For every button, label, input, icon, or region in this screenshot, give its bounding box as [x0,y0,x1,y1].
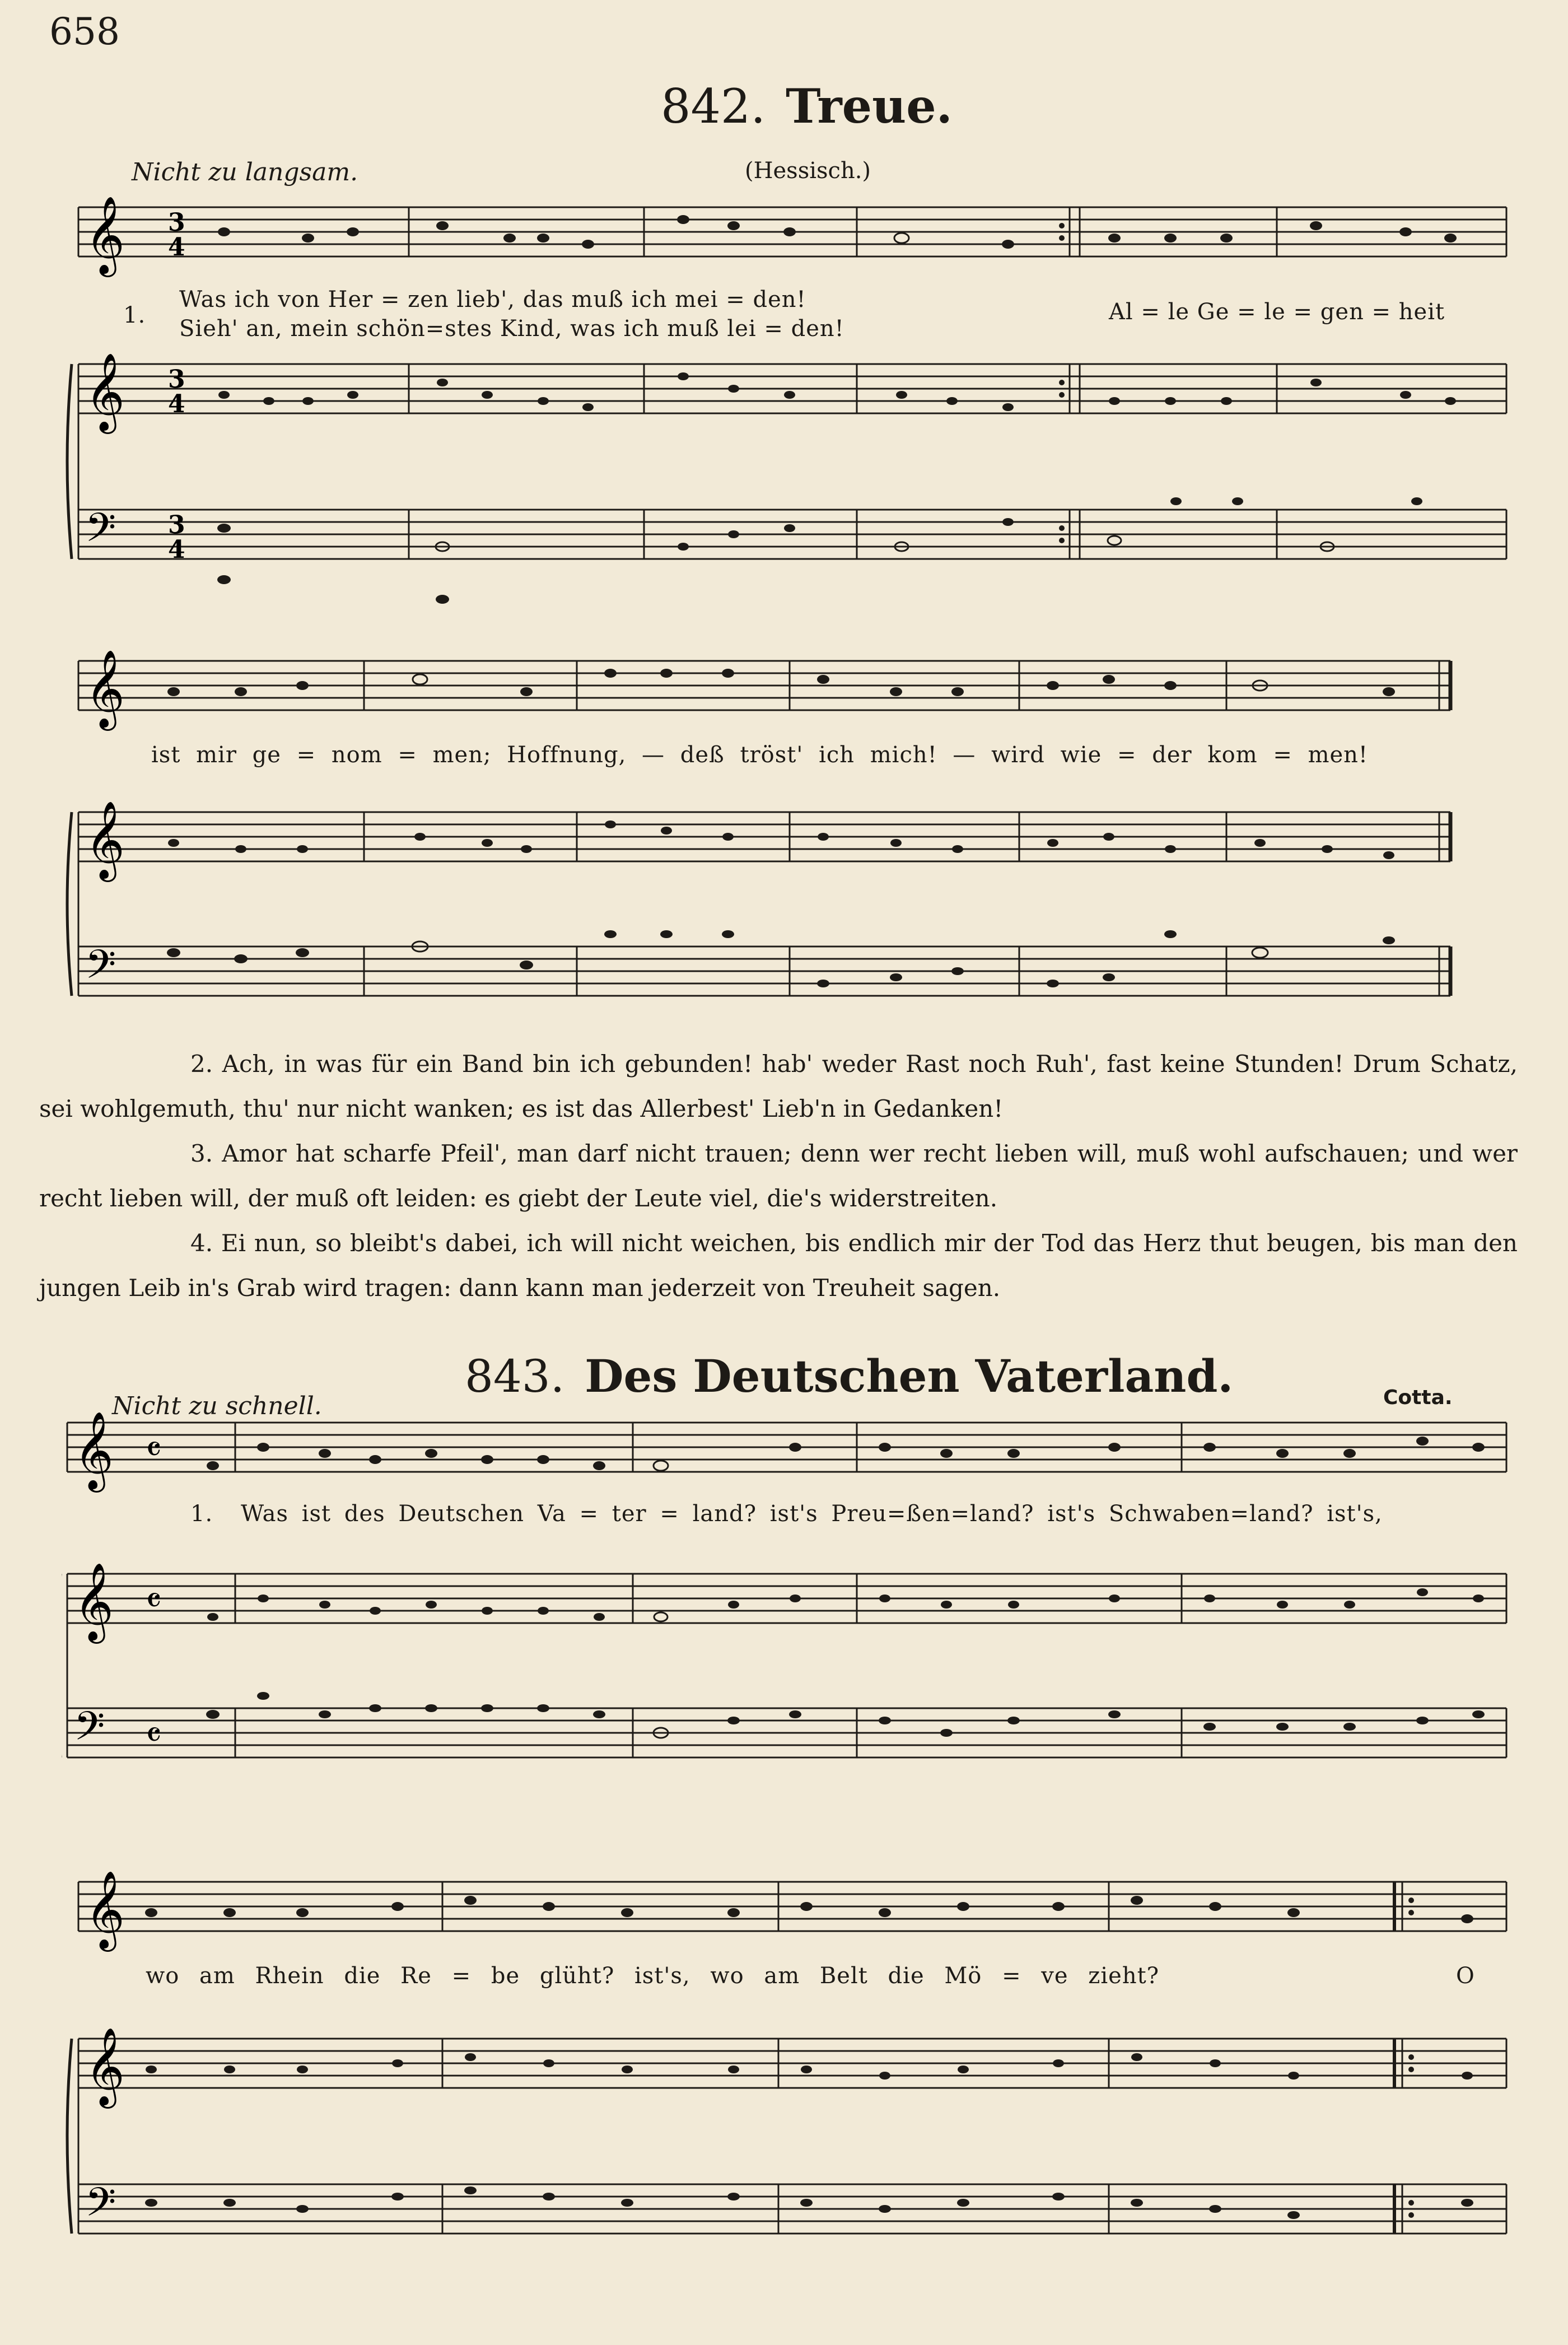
song-843-composer: Cotta. [1383,1386,1453,1409]
piano-treble-notes [218,372,1456,411]
song-842-lyrics-2: ist mir ge = nom = men; Hoffnung, — deß tröst' ich mich! — wird wie = der kom = men! [151,742,1369,768]
treble-clef-piano-2: 𝄞 [85,801,125,879]
song-842-lyrics-1a: Was ich von Her = zen lieb', das muß ich mei = den! [179,287,806,313]
song-842-verse-2: 2. Ach, in was für ein Band bin ich gebunden! hab' weder Rast noch Ruh', fast keine Stunden! Drum Schatz, sei wohlgemuth, thu' nur nicht wanken; es ist das Allerbest' Lieb'n in Gedanken! [39,1050,1518,1122]
treble-clef-piano: 𝄞 [85,353,125,431]
time-den-bass: 4 [168,535,185,564]
song-843-tempo: Nicht zu schnell. [112,1392,322,1420]
piano-bass-notes [217,497,1422,604]
song-842-name: Treue. [786,78,953,134]
treble-clef-piano-843-2: 𝄞 [85,2027,125,2105]
time-den-piano: 4 [168,390,185,418]
song-842-lyrics-1b: Sieh' an, mein schön=stes Kind, was ich muß lei = den! [179,316,844,342]
song-842-system-1 [62,190,1512,605]
bass-clef-piano: 𝄢 [85,505,116,561]
song-843-system-2 [62,1865,1512,2268]
song-843-system-1 [62,1406,1512,1809]
treble-clef-piano-843: 𝄞 [74,1563,114,1640]
common-time-voice: 𝄴 [146,1429,162,1471]
time-den-voice: 4 [168,233,185,262]
time-num-piano: 3 [168,365,185,394]
song-843-title [465,1350,1233,1402]
song-843-lyrics-1: Was ist des Deutschen Va = ter = land? ist's Preu=ßen=land? ist's Schwaben=land? ist's, [241,1501,1383,1527]
bass-clef-piano-2: 𝄢 [85,941,116,997]
treble-clef-voice: 𝄞 [85,196,125,274]
song-842-system-2 [62,644,1512,1047]
song-843-system-2-score [62,1865,1512,2268]
bass-clef-piano-843-2: 𝄢 [85,2179,116,2235]
bass-clef-piano-843: 𝄢 [74,1703,105,1759]
song-842-tempo: Nicht zu langsam. [132,158,358,187]
page-number: 658 [49,10,120,53]
song-842-verse-3: 3. Amor hat scharfe Pfeil', man darf nicht trauen; denn wer recht lieben will, muß wohl aufschauen; und wer recht lieben will, der muß oft leiden: es giebt der Leute viel, die's widerstreiten. [39,1140,1518,1212]
song-842-origin: (Hessisch.) [745,158,871,184]
song-842-verse-number: 1. [123,302,146,328]
treble-clef-voice-843: 𝄞 [74,1411,114,1489]
song-843-verse-number: 1. [190,1501,213,1527]
song-843-lyrics-2: wo am Rhein die Re = be glüht? ist's, wo am Belt die Mö = ve zieht? [146,1963,1160,1989]
time-num-voice: 3 [168,208,185,237]
treble-clef-voice-843-2: 𝄞 [85,1871,125,1948]
song-843-system-1-score [62,1406,1512,1809]
song-842-title [661,78,953,134]
song-842-system-1-score [62,190,1512,605]
song-843-number: 843. [465,1350,565,1402]
song-843-lyrics-2-end: O [1456,1963,1475,1989]
song-842-system-2-score [62,644,1512,1047]
song-843-name: Des Deutschen Vaterland. [585,1350,1234,1402]
time-num-bass: 3 [168,511,185,539]
song-842-number: 842. [661,79,766,134]
song-842-verse-4: 4. Ei nun, so bleibt's dabei, ich will nicht weichen, bis endlich mir der Tod das Herz thut beugen, bis man den jungen Leib in's Grab wird tragen: dann kann man jederzeit von Treuheit sagen. [39,1229,1518,1302]
treble-clef-voice-2: 𝄞 [85,650,125,728]
common-time-piano: 𝄴 [146,1581,162,1622]
common-time-bass: 𝄴 [146,1715,162,1756]
song-842-verses [39,1042,1518,1311]
song-842-lyrics-1c: Al = le Ge = le = gen = heit [1109,299,1445,325]
